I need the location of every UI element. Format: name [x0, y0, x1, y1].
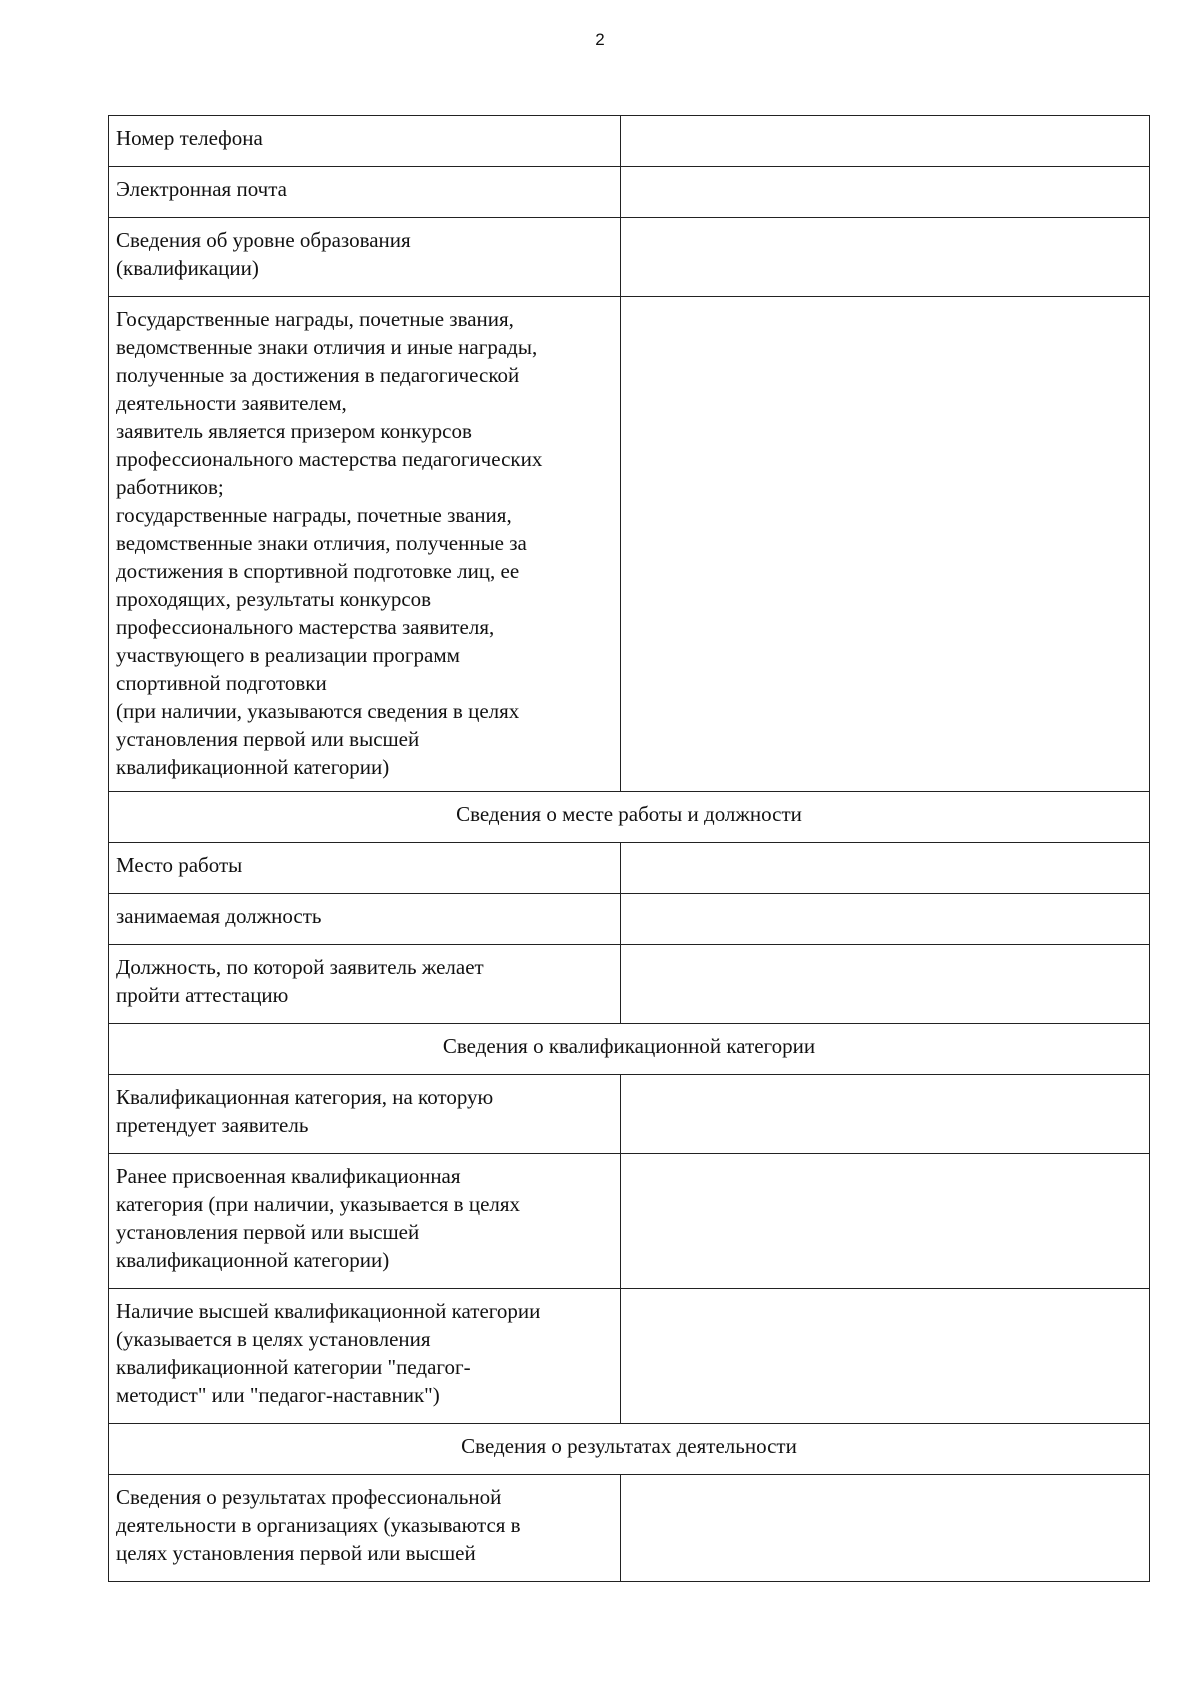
field-value-target-position[interactable] — [621, 945, 1150, 1024]
form-row-target-position — [109, 945, 1150, 1024]
field-value-highest-category[interactable] — [621, 1289, 1150, 1424]
form-row-previous-category — [109, 1154, 1150, 1289]
section-title-results: Сведения о результатах деятельности — [109, 1424, 1150, 1475]
section-title-category: Сведения о квалификационной категории — [109, 1024, 1150, 1075]
section-header-workplace — [109, 792, 1150, 843]
section-header-category — [109, 1024, 1150, 1075]
field-label-phone: Номер телефона — [109, 116, 621, 167]
field-label-workplace: Место работы — [109, 843, 621, 894]
field-value-phone[interactable] — [621, 116, 1150, 167]
field-value-requested-category[interactable] — [621, 1075, 1150, 1154]
field-label-highest-category: Наличие высшей квалификационной категории (указывается в целях установления квалификационной категории "педагог- методист" или "педагог-наставник") — [109, 1289, 621, 1424]
form-row-workplace — [109, 843, 1150, 894]
field-value-awards[interactable] — [621, 297, 1150, 792]
field-label-awards: Государственные награды, почетные звания, ведомственные знаки отличия и иные награды, полученные за достижения в педагогической деятельности заявителем, заявитель является призером конкурсов профессионального мастерства педагогических работников; государственные награды, почетные звания, ведомственные знаки отличия, полученные за достижения в спортивной подготовке лиц, ее проходящих, результаты конкурсов профессионального мастерства заявителя, участвующего в реализации программ спортивной подготовки (при наличии, указываются сведения в целях установления первой или высшей квалификационной категории) — [109, 297, 621, 792]
form-row-email — [109, 167, 1150, 218]
form-row-awards — [109, 297, 1150, 792]
form-row-phone — [109, 116, 1150, 167]
section-title-workplace: Сведения о месте работы и должности — [109, 792, 1150, 843]
form-row-position — [109, 894, 1150, 945]
field-label-position: занимаемая должность — [109, 894, 621, 945]
section-header-results — [109, 1424, 1150, 1475]
form-row-results — [109, 1475, 1150, 1582]
form-row-requested-category — [109, 1075, 1150, 1154]
form-row-highest-category — [109, 1289, 1150, 1424]
field-label-email: Электронная почта — [109, 167, 621, 218]
field-value-education[interactable] — [621, 218, 1150, 297]
field-label-results: Сведения о результатах профессиональной деятельности в организациях (указываются в целях установления первой или высшей — [109, 1475, 621, 1582]
form-row-education — [109, 218, 1150, 297]
page-number: 2 — [595, 30, 605, 49]
field-label-requested-category: Квалификационная категория, на которую претендует заявитель — [109, 1075, 621, 1154]
field-value-workplace[interactable] — [621, 843, 1150, 894]
field-label-previous-category: Ранее присвоенная квалификационная категория (при наличии, указывается в целях установления первой или высшей квалификационной категории) — [109, 1154, 621, 1289]
field-value-previous-category[interactable] — [621, 1154, 1150, 1289]
field-value-email[interactable] — [621, 167, 1150, 218]
field-value-position[interactable] — [621, 894, 1150, 945]
field-label-target-position: Должность, по которой заявитель желает пройти аттестацию — [109, 945, 621, 1024]
application-form-table — [108, 115, 1150, 1582]
field-label-education: Сведения об уровне образования (квалификации) — [109, 218, 621, 297]
field-value-results[interactable] — [621, 1475, 1150, 1582]
